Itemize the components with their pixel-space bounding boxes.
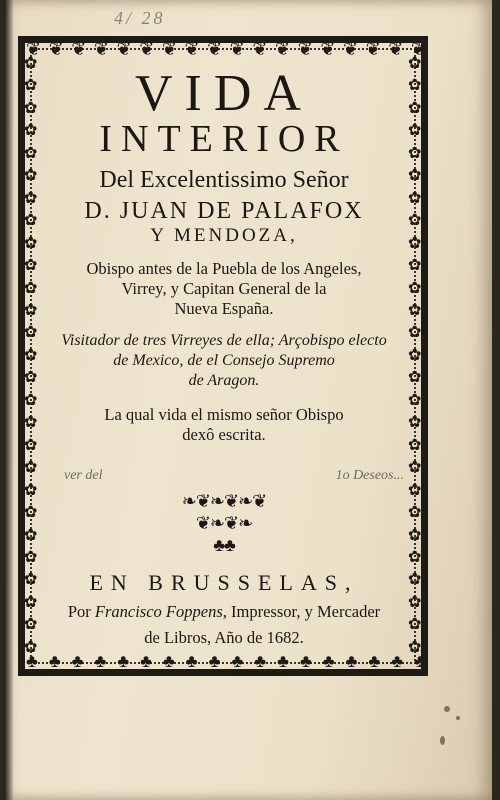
imprint-suffix: , Impressor, y Mercader (222, 602, 381, 621)
title-interior: INTERIOR (99, 118, 349, 160)
title-y-mendoza: Y MENDOZA, (150, 225, 298, 246)
visitador-block (44, 331, 404, 391)
visitador-line: de Aragon. (188, 372, 260, 389)
title-vida: VIDA (135, 65, 313, 122)
description-line: Obispo antes de la Puebla de los Angeles, (86, 259, 362, 278)
ink-spot (444, 706, 450, 712)
title-block (44, 60, 404, 445)
book-page (4, 0, 492, 800)
ink-spot (456, 716, 460, 720)
imprint-printer-line (34, 602, 414, 622)
top-ornament-row: ❦ ❦ ❦ ❦ ❦ ❦ ❦ ❦ ❦ ❦ ❦ ❦ ❦ ❦ ❦ ❦ ❦ ❦ (26, 39, 426, 59)
qual-vida-block (44, 405, 404, 445)
right-ornament-column: ✿ ✿ ✿ ✿ ✿ ✿ ✿ ✿ ✿ ✿ ✿ ✿ ✿ ✿ ✿ ✿ ✿ ✿ ✿ ✿ ✿ ✿ ✿ ✿ ✿ ✿ ✿ (408, 55, 422, 656)
qual-vida-line: La qual vida el mismo señor Obispo (104, 405, 344, 424)
ornament-row-3: ♣♣ (213, 535, 235, 555)
description-line: Nueva España. (174, 299, 274, 318)
imprint-city: EN BRUSSELAS, (89, 570, 359, 595)
description-block (44, 259, 404, 319)
qual-vida-line: dexô escrita. (182, 425, 266, 444)
printer-ornament (154, 490, 294, 556)
visitador-line: de Mexico, de el Consejo Supremo (113, 352, 335, 369)
handwritten-annotation-left: ver del (64, 468, 103, 483)
bottom-ornament-row: ♣ ♣ ♣ ♣ ♣ ♣ ♣ ♣ ♣ ♣ ♣ ♣ ♣ ♣ ♣ ♣ ♣ ♣ (26, 651, 426, 671)
handwritten-annotation-right: 1o Deseos... (335, 468, 404, 483)
left-ornament-column: ✿ ✿ ✿ ✿ ✿ ✿ ✿ ✿ ✿ ✿ ✿ ✿ ✿ ✿ ✿ ✿ ✿ ✿ ✿ ✿ ✿ ✿ ✿ ✿ ✿ ✿ ✿ (24, 55, 38, 656)
visitador-line: Visitador de tres Virreyes de ella; Arçobispo electo (61, 332, 387, 349)
imprint-block (34, 570, 414, 648)
title-juan-de-palafox: D. JUAN DE PALAFOX (84, 198, 364, 224)
imprint-prefix: Por (67, 602, 91, 621)
description-line: Virrey, y Capitan General de la (121, 279, 327, 298)
imprint-date-line: de Libros, Año de 1682. (144, 628, 304, 647)
spine-shadow (4, 0, 14, 800)
handwritten-shelfmark: 4/ 28 (114, 8, 166, 28)
imprint-printer-name: Francisco Foppens (94, 602, 223, 621)
title-del-excelentissimo: Del Excelentissimo Señor (99, 167, 349, 193)
ornament-row-1: ❧❦❧❦❧❦ (181, 491, 267, 511)
handwritten-annotation (64, 468, 404, 484)
ornament-row-2: ❦❧❦❧ (195, 513, 253, 533)
ink-spot (440, 736, 445, 745)
